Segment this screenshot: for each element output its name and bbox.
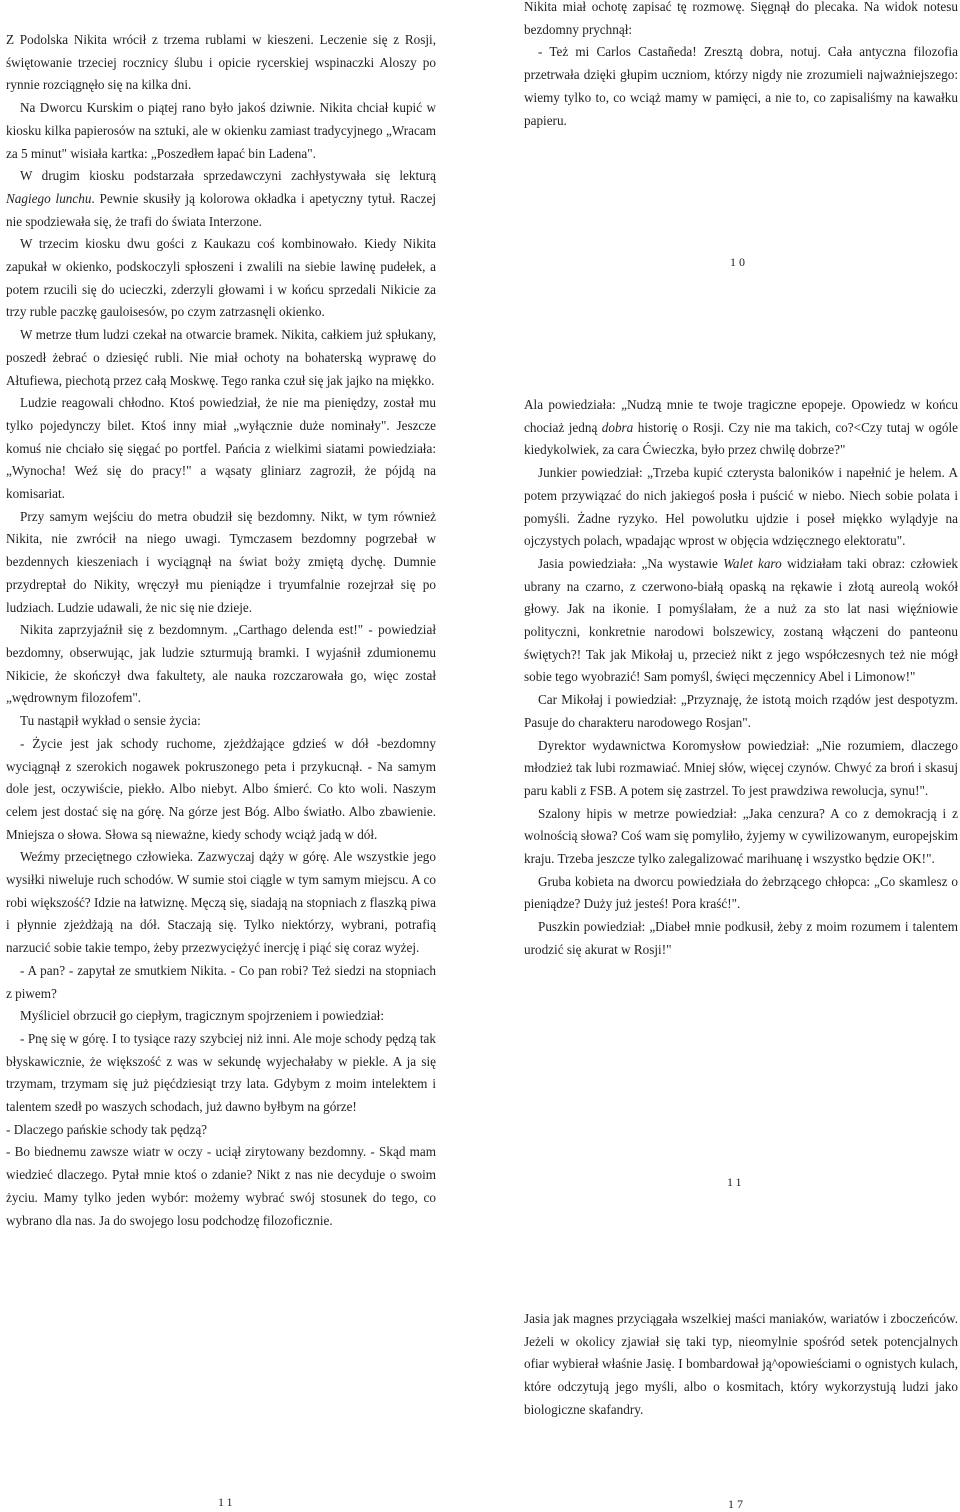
paragraph: Jasia powiedziała: „Na wystawie Walet karo widziałam taki obraz: człowiek ubrany na czarno, z czerwono-białą opaską na rękawie i złotą aureolą wokół głowy. Jak na ikonie. I pomyślałam, że a nuż za sto lat nasi więźniowie polityczni, konkretnie narodowi bolszewicy, zostaną włączeni do panteonu świętych?! Tak jak Mikołaj u, przecież nikt z jego współczesnych też nie mógł sobie tego wyobrazić! Sam pomyśl, święci męczennicy Abel i Limonow!" bbox=[524, 555, 959, 685]
paragraph: Dyrektor wydawnictwa Koromysłow powiedział: „Nie rozumiem, dlaczego młodzież tak lubi rozmawiać. Mniej słów, więcej czynów. Chwyć za broń i skasuj paru kabli z FSB. A potem się zastrzel. To jest prawdziwa rewolucja, synu!". bbox=[524, 737, 958, 798]
paragraph: Tu nastąpił wykład o sensie życia: bbox=[20, 713, 201, 729]
paragraph: - Pnę się w górę. I to tysiące razy szybciej niż inni. Ale moje schody pędzą tak błyskawicznie, że większość z was w sekundę wyjechałaby w piekle. A ja się trzymam, trzymam się już pięćdziesiąt trzy lata. Gdybym z moim intelektem i talentem szedł po waszych schodach, już dawno byłbym na górze! bbox=[6, 1030, 436, 1115]
paragraph: Jasia jak magnes przyciągała wszelkiej maści maniaków, wariatów i zboczeńców. Jeżeli w okolicy zjawiał się taki typ, nieomylnie spośród setek potencjalnych ofiar wybierał właśnie Jasię. I bombardował ją^opowieściami o ognistych kulach, które odczytują jego myśli, albo o kosmitach, który wykorzystują ludzi jako biologiczne skafandry. bbox=[524, 1311, 958, 1417]
paragraph: - A pan? - zapytał ze smutkiem Nikita. - Co pan robi? Też siedzi na stopniach z piwem? bbox=[6, 962, 436, 1001]
paragraph: - Dlaczego pańskie schody tak pędzą? bbox=[6, 1121, 208, 1137]
paragraph: Myśliciel obrzucił go ciepłym, tragicznym spojrzeniem i powiedział: bbox=[20, 1008, 385, 1024]
paragraph: Weźmy przeciętnego człowieka. Zazwyczaj dąży w górę. Ale wszystkie jego wysiłki niweluje ruch schodów. W sumie stoi ciągle w tym samym miejscu. A co robi większość? Idzie na łatwiznę. Męczą się, siadają na stopniach z flaszką piwa i płynnie zjeżdżają na dół. Staczają się. Tylko niektórzy, wybrani, potrafią narzucić sobie takie tempo, żeby przezwyciężyć inercję i piąć się coraz wyżej. bbox=[6, 849, 436, 956]
left-column bbox=[6, 29, 436, 1232]
section-marker-10: 10 bbox=[730, 255, 748, 269]
page-number-right: 17 bbox=[728, 1497, 746, 1511]
paragraph: Ludzie reagowali chłodno. Ktoś powiedział, że nie ma pieniędzy, został mu tylko pojedynczy bilet. Ktoś inny miał „wyłącznie duże nominały". Jeszcze komuś nie chciało się sięgać po portfel. Pańcia z wielkimi siatami powiedziała: „Wynocha! Weź się do pracy!" a wąsaty gliniarz zagroził, że pójdą na komisariat. bbox=[6, 395, 436, 502]
paragraph: W metrze tłum ludzi czekał na otwarcie bramek. Nikita, całkiem już spłukany, poszedł żebrać o dziesięć rubli. Nie miał ochoty na bohaterską wyprawę do Ałtufiewa, piechotą przez całą Moskwę. Tego ranka czuł się jak jajko na miękko. bbox=[6, 327, 436, 388]
paragraph: W trzecim kiosku dwu gości z Kaukazu coś kombinowało. Kiedy Nikita zapukał w okienko, podskoczyli spłoszeni i zwalili na siebie lawinę pudełek, a potem rzucili się do ucieczki, zderzyli głowami i w końcu sprzedali Nikicie za trzy ruble paczkę gauloisesów, po czym zatrzasnęli okienko. bbox=[6, 236, 436, 320]
paragraph: - Też mi Carlos Castañeda! Zresztą dobra, notuj. Cała antyczna filozofia przetrwała dzięki głupim uczniom, którzy nigdy nie zrozumieli najważniejszego: wiemy tylko to, co wciąż mamy w pamięci, a nie to, co zapisaliśmy na kawałku papieru. bbox=[524, 44, 958, 128]
paragraph: Gruba kobieta na dworcu powiedziała do żebrzącego chłopca: „Co skamlesz o pieniądze? Duży już jesteś! Pora kraść!". bbox=[524, 873, 958, 912]
paragraph: Car Mikołaj i powiedział: „Przyznaję, że istotą moich rządów jest despotyzm. Pasuje do charakteru narodowego Rosjan". bbox=[524, 692, 958, 730]
paragraph: Junkier powiedział: „Trzeba kupić czterysta baloników i napełnić je helem. A potem przywiązać do nich jakiegoś posła i puścić w niebo. Niech sobie polata i pomyśli. Żadne ryzyko. Hel powolutku ujdzie i poseł miękko wylądyje na ojczystych polach, wpadając wprost w objęcia wdzięcznego elektoratu". bbox=[524, 465, 958, 549]
right-column-top bbox=[524, 0, 958, 132]
paragraph: Nikita zaprzyjaźnił się z bezdomnym. „Carthago delenda est!" - powiedział bezdomny, obserwując, jak ludzie szturmują bramki. I wyjaśnił zdumionemu Nikicie, że skończył dwa fakultety, ale nauka rozczarowała go, więc został „wędrownym filozofem". bbox=[6, 622, 436, 706]
paragraph: Przy samym wejściu do metra obudził się bezdomny. Nikt, w tym również Nikita, nie zwrócił na niego uwagi. Tymczasem bezdomny pogrzebał w bezdennych kieszeniach i wyciągnął na świat boży zmiętą dychę. Dumnie przydreptał do Nikity, wręczył mu pieniądze i tryumfalnie rozejrzał się po ludziach. Ludzie udawali, że nic się nie dzieje. bbox=[6, 508, 436, 615]
section-marker-11: 11 bbox=[727, 1175, 745, 1189]
paragraph: Na Dworcu Kurskim o piątej rano było jakoś dziwnie. Nikita chciał kupić w kiosku kilka papierosów na sztuki, ale w okienku zamiast tradycyjnego „Wracam za 5 minut" wisiała kartka: „Poszedłem łapać bin Ladena". bbox=[6, 100, 436, 161]
paragraph: W drugim kiosku podstarzała sprzedawczyni zachłystywała się lekturą Nagiego lunchu. Pewnie skusiły ją kolorowa okładka i apetyczny tytuł. Raczej nie spodziewała się, że trafi do świata Interzone. bbox=[6, 168, 436, 229]
page-number-left: 11 bbox=[218, 1495, 236, 1509]
paragraph: Szalony hipis w metrze powiedział: „Jaka cenzura? A co z demokracją i z wolnością słowa? Coś wam się pomyliło, żyjemy w cywilizowanym, europejskim kraju. Trzeba jeszcze tylko zalegalizować marihuanę i wszystko będzie OK!". bbox=[524, 805, 958, 867]
paragraph: - Bo biednemu zawsze wiatr w oczy - uciął zirytowany bezdomny. - Skąd mam wiedzieć dlaczego. Pytał mnie ktoś o zdanie? Nikt z nas nie decyduje o swoim życiu. Mamy tylko jeden wybór: możemy wybrać swój stosunek do tego, co wybrano dla nas. Ja do swojego losu podchodzę filozoficznie. bbox=[6, 1144, 436, 1228]
right-column-bottom bbox=[524, 1308, 958, 1422]
paragraph: Puszkin powiedział: „Diabeł mnie podkusił, żeby z moim rozumem i talentem urodzić się akurat w Rosji!" bbox=[524, 919, 958, 957]
paragraph: - Życie jest jak schody ruchome, zjeżdżające gdzieś w dół -bezdomny wyciągnął z szerokich nogawek pokruszonego peta i przykucnął. - Na samym dole jest, oczywiście, piekło. Albo niebyt. Albo śmierć. Co kto woli. Naszym celem jest dostać się na górę. Na górze jest Bóg. Albo światło. Albo zbawienie. Mniejsza o słowa. Słowa są nieważne, kiedy schody wciąż jadą w dół. bbox=[6, 735, 436, 842]
paragraph: Z Podolska Nikita wrócił z trzema rublami w kieszeni. Leczenie się z Rosji, świętowanie trzeciej rocznicy ślubu i opicie rycerskiej wspinaczki Aloszy po rynnie rozciągnęło się na kilka dni. bbox=[6, 32, 436, 93]
paragraph: Ala powiedziała: „Nudzą mnie te twoje tragiczne epopeje. Opowiedz w końcu chociaż jedną dobra historię o Rosji. Czy nie ma takich, co?<Czy tutaj w ogóle kiedykolwiek, za cara Ćwieczka, było przez chwilę dobrze?" bbox=[524, 397, 958, 458]
right-column-middle bbox=[524, 394, 958, 962]
paragraph: Nikita miał ochotę zapisać tę rozmowę. Sięgnął do plecaka. Na widok notesu bezdomny prychnął: bbox=[524, 0, 958, 37]
